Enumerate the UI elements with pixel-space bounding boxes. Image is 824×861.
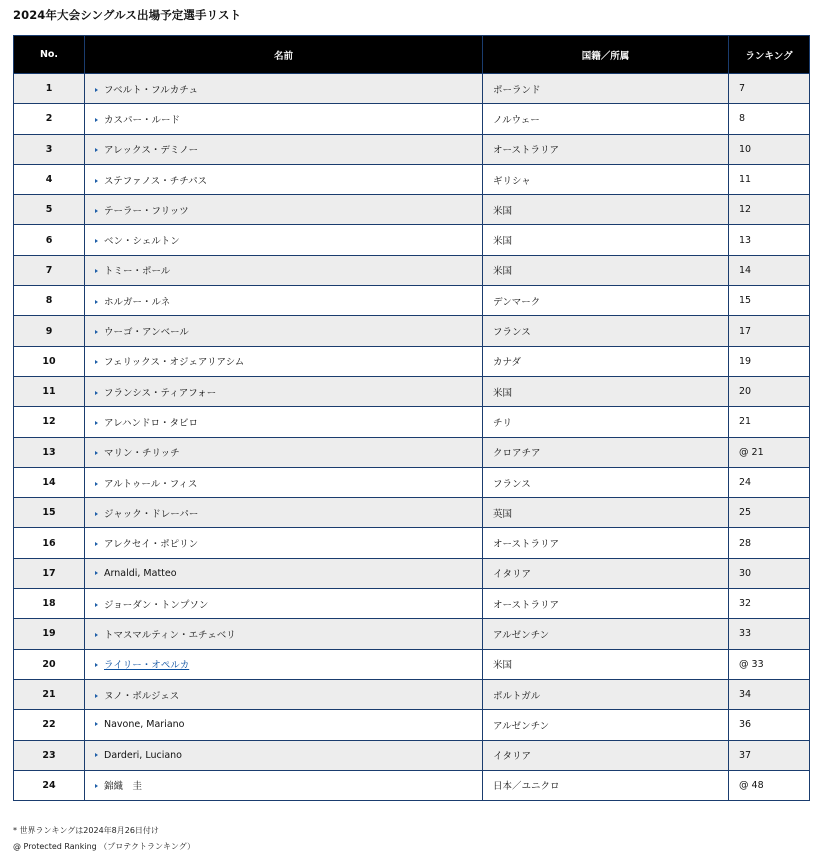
cell-ranking: @ 48	[729, 770, 810, 800]
bullet-arrow-icon	[95, 663, 98, 667]
player-name: ジョーダン・トンプソン	[104, 599, 209, 611]
bullet-arrow-icon	[95, 88, 98, 92]
cell-country: 米国	[483, 195, 729, 225]
cell-name	[85, 164, 483, 194]
cell-ranking: 21	[729, 407, 810, 437]
bullet-arrow-icon	[95, 694, 98, 698]
header-country: 国籍／所属	[483, 36, 729, 74]
cell-country: アルゼンチン	[483, 619, 729, 649]
table-row	[14, 134, 810, 164]
player-name: 錦織 圭	[104, 781, 143, 793]
cell-name	[85, 286, 483, 316]
bullet-arrow-icon	[95, 451, 98, 455]
cell-ranking: 17	[729, 316, 810, 346]
player-name: フランシス・ティアフォー	[104, 387, 217, 399]
cell-country: フランス	[483, 316, 729, 346]
cell-ranking: 15	[729, 286, 810, 316]
player-name: フベルト・フルカチュ	[104, 84, 198, 96]
cell-ranking: 33	[729, 619, 810, 649]
cell-no: 24	[14, 770, 85, 800]
player-name: Arnaldi, Matteo	[104, 567, 177, 579]
player-name: アレクセイ・ポピリン	[104, 539, 199, 551]
bullet-arrow-icon	[95, 391, 98, 395]
bullet-arrow-icon	[95, 239, 98, 243]
player-name: ホルガー・ルネ	[104, 296, 171, 308]
cell-ranking: 37	[729, 740, 810, 770]
cell-country: 米国	[483, 255, 729, 285]
cell-ranking: 19	[729, 346, 810, 376]
cell-ranking: 24	[729, 467, 810, 497]
cell-ranking: 32	[729, 589, 810, 619]
cell-name	[85, 407, 483, 437]
cell-no: 22	[14, 710, 85, 740]
cell-country: イタリア	[483, 558, 729, 588]
bullet-arrow-icon	[95, 722, 98, 726]
player-name: ヌノ・ボルジェス	[104, 690, 180, 702]
player-name: テーラー・フリッツ	[104, 205, 189, 217]
cell-no: 15	[14, 498, 85, 528]
bullet-arrow-icon	[95, 784, 98, 788]
cell-no: 5	[14, 195, 85, 225]
cell-country: ポルトガル	[483, 679, 729, 709]
bullet-arrow-icon	[95, 118, 98, 122]
cell-no: 12	[14, 407, 85, 437]
cell-no: 10	[14, 346, 85, 376]
cell-name	[85, 740, 483, 770]
cell-no: 7	[14, 255, 85, 285]
bullet-arrow-icon	[95, 330, 98, 334]
cell-country: オーストラリア	[483, 528, 729, 558]
table-row	[14, 679, 810, 709]
cell-name	[85, 467, 483, 497]
table-row	[14, 407, 810, 437]
player-name: フェリックス・オジェアリアシム	[104, 357, 245, 369]
bullet-arrow-icon	[95, 542, 98, 546]
cell-no: 1	[14, 74, 85, 104]
cell-country: ノルウェー	[483, 104, 729, 134]
cell-country: クロアチア	[483, 437, 729, 467]
cell-name	[85, 558, 483, 588]
header-name: 名前	[85, 36, 483, 74]
page-title: 2024年大会シングルス出場予定選手リスト	[13, 8, 242, 22]
cell-country: ギリシャ	[483, 164, 729, 194]
footnotes	[13, 823, 195, 855]
cell-country: 米国	[483, 225, 729, 255]
table-row	[14, 164, 810, 194]
header-no: No.	[14, 36, 85, 74]
cell-no: 17	[14, 558, 85, 588]
cell-name	[85, 619, 483, 649]
bullet-arrow-icon	[95, 753, 98, 757]
cell-no: 19	[14, 619, 85, 649]
cell-ranking: 30	[729, 558, 810, 588]
cell-name	[85, 710, 483, 740]
cell-name	[85, 346, 483, 376]
table-row	[14, 528, 810, 558]
player-name: Navone, Mariano	[104, 719, 185, 731]
bullet-arrow-icon	[95, 421, 98, 425]
cell-ranking: 12	[729, 195, 810, 225]
bullet-arrow-icon	[95, 300, 98, 304]
cell-no: 20	[14, 649, 85, 679]
table-row	[14, 104, 810, 134]
player-name: トマスマルティン・エチェベリ	[104, 629, 236, 641]
cell-name	[85, 225, 483, 255]
cell-no: 2	[14, 104, 85, 134]
player-name: ベン・シェルトン	[104, 236, 180, 248]
cell-country: フランス	[483, 467, 729, 497]
cell-ranking: 7	[729, 74, 810, 104]
table-row	[14, 498, 810, 528]
cell-ranking: 20	[729, 376, 810, 406]
bullet-arrow-icon	[95, 482, 98, 486]
table-row	[14, 74, 810, 104]
cell-ranking: 8	[729, 104, 810, 134]
entry-list-table	[13, 35, 810, 801]
player-name: アルトゥール・フィス	[104, 478, 198, 490]
bullet-arrow-icon	[95, 603, 98, 607]
cell-name	[85, 589, 483, 619]
cell-ranking: 14	[729, 255, 810, 285]
cell-no: 3	[14, 134, 85, 164]
table-row	[14, 255, 810, 285]
cell-name	[85, 498, 483, 528]
cell-no: 4	[14, 164, 85, 194]
bullet-arrow-icon	[95, 512, 98, 516]
cell-name	[85, 770, 483, 800]
cell-name	[85, 528, 483, 558]
table-row	[14, 286, 810, 316]
bullet-arrow-icon	[95, 209, 98, 213]
table-header-row	[14, 36, 810, 74]
table-row	[14, 589, 810, 619]
player-name: ステファノス・チチパス	[104, 175, 208, 187]
cell-name	[85, 74, 483, 104]
player-name: マリン・チリッチ	[104, 448, 180, 460]
cell-no: 8	[14, 286, 85, 316]
cell-no: 6	[14, 225, 85, 255]
cell-country: オーストラリア	[483, 589, 729, 619]
cell-ranking: @ 21	[729, 437, 810, 467]
header-ranking: ランキング	[729, 36, 810, 74]
table-row	[14, 558, 810, 588]
cell-country: イタリア	[483, 740, 729, 770]
table-row	[14, 619, 810, 649]
cell-no: 11	[14, 376, 85, 406]
cell-country: デンマーク	[483, 286, 729, 316]
cell-country: オーストラリア	[483, 134, 729, 164]
table-body	[14, 74, 810, 801]
table-row	[14, 467, 810, 497]
footnote-ranking-date: * 世界ランキングは2024年8月26日付け	[13, 826, 159, 835]
cell-ranking: 25	[729, 498, 810, 528]
cell-no: 18	[14, 589, 85, 619]
cell-name	[85, 437, 483, 467]
cell-name	[85, 679, 483, 709]
cell-name	[85, 195, 483, 225]
cell-no: 14	[14, 467, 85, 497]
cell-ranking: 36	[729, 710, 810, 740]
cell-ranking: 10	[729, 134, 810, 164]
table-row	[14, 195, 810, 225]
cell-no: 23	[14, 740, 85, 770]
table-row	[14, 316, 810, 346]
table-row	[14, 346, 810, 376]
bullet-arrow-icon	[95, 633, 98, 637]
player-name: アレハンドロ・タビロ	[104, 417, 198, 429]
cell-ranking: @ 33	[729, 649, 810, 679]
cell-no: 21	[14, 679, 85, 709]
table-row	[14, 225, 810, 255]
table-row	[14, 376, 810, 406]
table-row	[14, 710, 810, 740]
footnote-protected-ranking: @ Protected Ranking （プロテクトランキング）	[13, 842, 195, 851]
cell-country: 日本／ユニクロ	[483, 770, 729, 800]
cell-name	[85, 376, 483, 406]
player-name: カスパー・ルード	[104, 114, 181, 126]
player-name: アレックス・デミノー	[104, 145, 199, 157]
bullet-arrow-icon	[95, 269, 98, 273]
cell-country: 米国	[483, 649, 729, 679]
cell-country: ポーランド	[483, 74, 729, 104]
cell-ranking: 28	[729, 528, 810, 558]
cell-name	[85, 104, 483, 134]
bullet-arrow-icon	[95, 571, 98, 575]
player-name: ジャック・ドレーパー	[104, 508, 199, 520]
cell-name	[85, 316, 483, 346]
table-row	[14, 437, 810, 467]
cell-country: アルゼンチン	[483, 710, 729, 740]
cell-name	[85, 255, 483, 285]
player-name: トミー・ポール	[104, 266, 171, 278]
player-name-link[interactable]: ライリー・オペルカ	[104, 660, 190, 672]
cell-name[interactable]	[85, 649, 483, 679]
table-row	[14, 649, 810, 679]
cell-ranking: 13	[729, 225, 810, 255]
cell-ranking: 34	[729, 679, 810, 709]
cell-no: 9	[14, 316, 85, 346]
player-name: ウーゴ・アンベール	[104, 327, 189, 339]
bullet-arrow-icon	[95, 179, 98, 183]
bullet-arrow-icon	[95, 360, 98, 364]
table-row	[14, 770, 810, 800]
cell-no: 16	[14, 528, 85, 558]
cell-name	[85, 134, 483, 164]
table-row	[14, 740, 810, 770]
cell-country: カナダ	[483, 346, 729, 376]
cell-country: 英国	[483, 498, 729, 528]
player-name: Darderi, Luciano	[104, 749, 182, 761]
cell-no: 13	[14, 437, 85, 467]
cell-ranking: 11	[729, 164, 810, 194]
bullet-arrow-icon	[95, 148, 98, 152]
cell-country: チリ	[483, 407, 729, 437]
cell-country: 米国	[483, 376, 729, 406]
